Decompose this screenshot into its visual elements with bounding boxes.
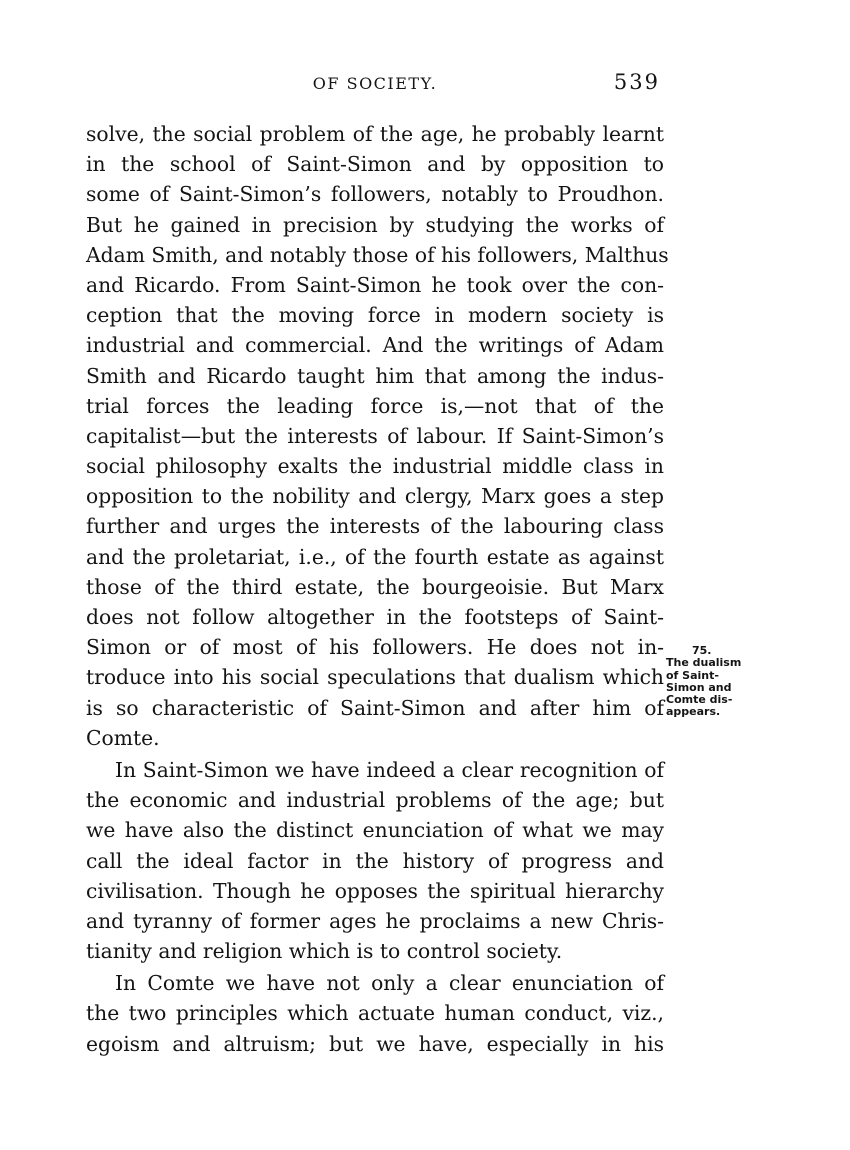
text-line: In Saint-Simon we have indeed a clear recognition of	[115, 757, 664, 782]
text-line: the two principles which actuate human conduct, viz.,	[86, 1001, 664, 1026]
page-header	[86, 70, 664, 104]
text-line: some of Saint-Simon’s followers, notably to Proudhon.	[86, 182, 664, 207]
text-line: capitalist—but the interests of labour. If Saint-Simon’s	[86, 423, 664, 448]
text-line: we have also the distinct enunciation of what we may	[86, 818, 664, 843]
paragraph-3	[86, 968, 664, 1059]
text-line: opposition to the nobility and clergy, Marx goes a step	[86, 484, 664, 509]
margin-note-line: of Saint-	[666, 668, 719, 682]
text-line: and Ricardo. From Saint-Simon he took over the con-	[86, 272, 664, 297]
text-line: ception that the moving force in modern society is	[86, 303, 664, 328]
text-line: But he gained in precision by studying the works of	[86, 212, 664, 237]
margin-note-line: Comte dis-	[666, 693, 733, 707]
text-line: further and urges the interests of the labouring class	[86, 514, 664, 539]
text-line: Comte.	[86, 725, 160, 750]
text-line: solve, the social problem of the age, he probably learnt	[86, 122, 664, 146]
text-line: Smith and Ricardo taught him that among the indus-	[86, 363, 664, 388]
text-line: Adam Smith, and notably those of his followers, Malthus	[86, 242, 669, 267]
text-line: is so characteristic of Saint-Simon and after him of	[86, 695, 664, 720]
paragraph-1	[86, 119, 669, 753]
body-text	[86, 119, 669, 1059]
text-line: and the proletariat, i.e., of the fourth estate as against	[86, 544, 664, 569]
text-line: troduce into his social speculations that dualism which	[86, 665, 664, 690]
text-line: trial forces the leading force is,—not that of the	[86, 393, 664, 418]
text-line: industrial and commercial. And the writings of Adam	[86, 333, 664, 358]
text-line: In Comte we have not only a clear enunciation of	[115, 971, 664, 996]
text-line: does not follow altogether in the footsteps of Saint-	[86, 605, 664, 629]
text-line: civilisation. Though he opposes the spiritual hierarchy	[86, 878, 664, 903]
text-line: Simon or of most of his followers. He does not in-	[86, 635, 664, 660]
running-title: OF SOCIETY.	[312, 74, 438, 93]
paragraph-2	[86, 755, 664, 966]
text-line: egoism and altruism; but we have, especially in his	[86, 1031, 664, 1056]
text-line: the economic and industrial problems of the age; but	[86, 788, 664, 813]
margin-note-line: appears.	[666, 705, 721, 719]
margin-note-line: The dualism	[666, 656, 742, 670]
margin-note-line: Simon and	[666, 680, 732, 694]
margin-note	[666, 645, 776, 719]
text-line: and tyranny of former ages he proclaims a new Chris-	[86, 908, 664, 933]
text-line: call the ideal factor in the history of progress and	[86, 848, 664, 873]
page-number: 539	[613, 70, 660, 94]
text-line: in the school of Saint-Simon and by opposition to	[86, 152, 664, 177]
margin-note-number: 75.	[692, 644, 712, 657]
text-line: social philosophy exalts the industrial middle class in	[86, 454, 664, 479]
text-line: tianity and religion which is to control society.	[86, 939, 563, 964]
text-line: those of the third estate, the bourgeoisie. But Marx	[86, 574, 664, 599]
